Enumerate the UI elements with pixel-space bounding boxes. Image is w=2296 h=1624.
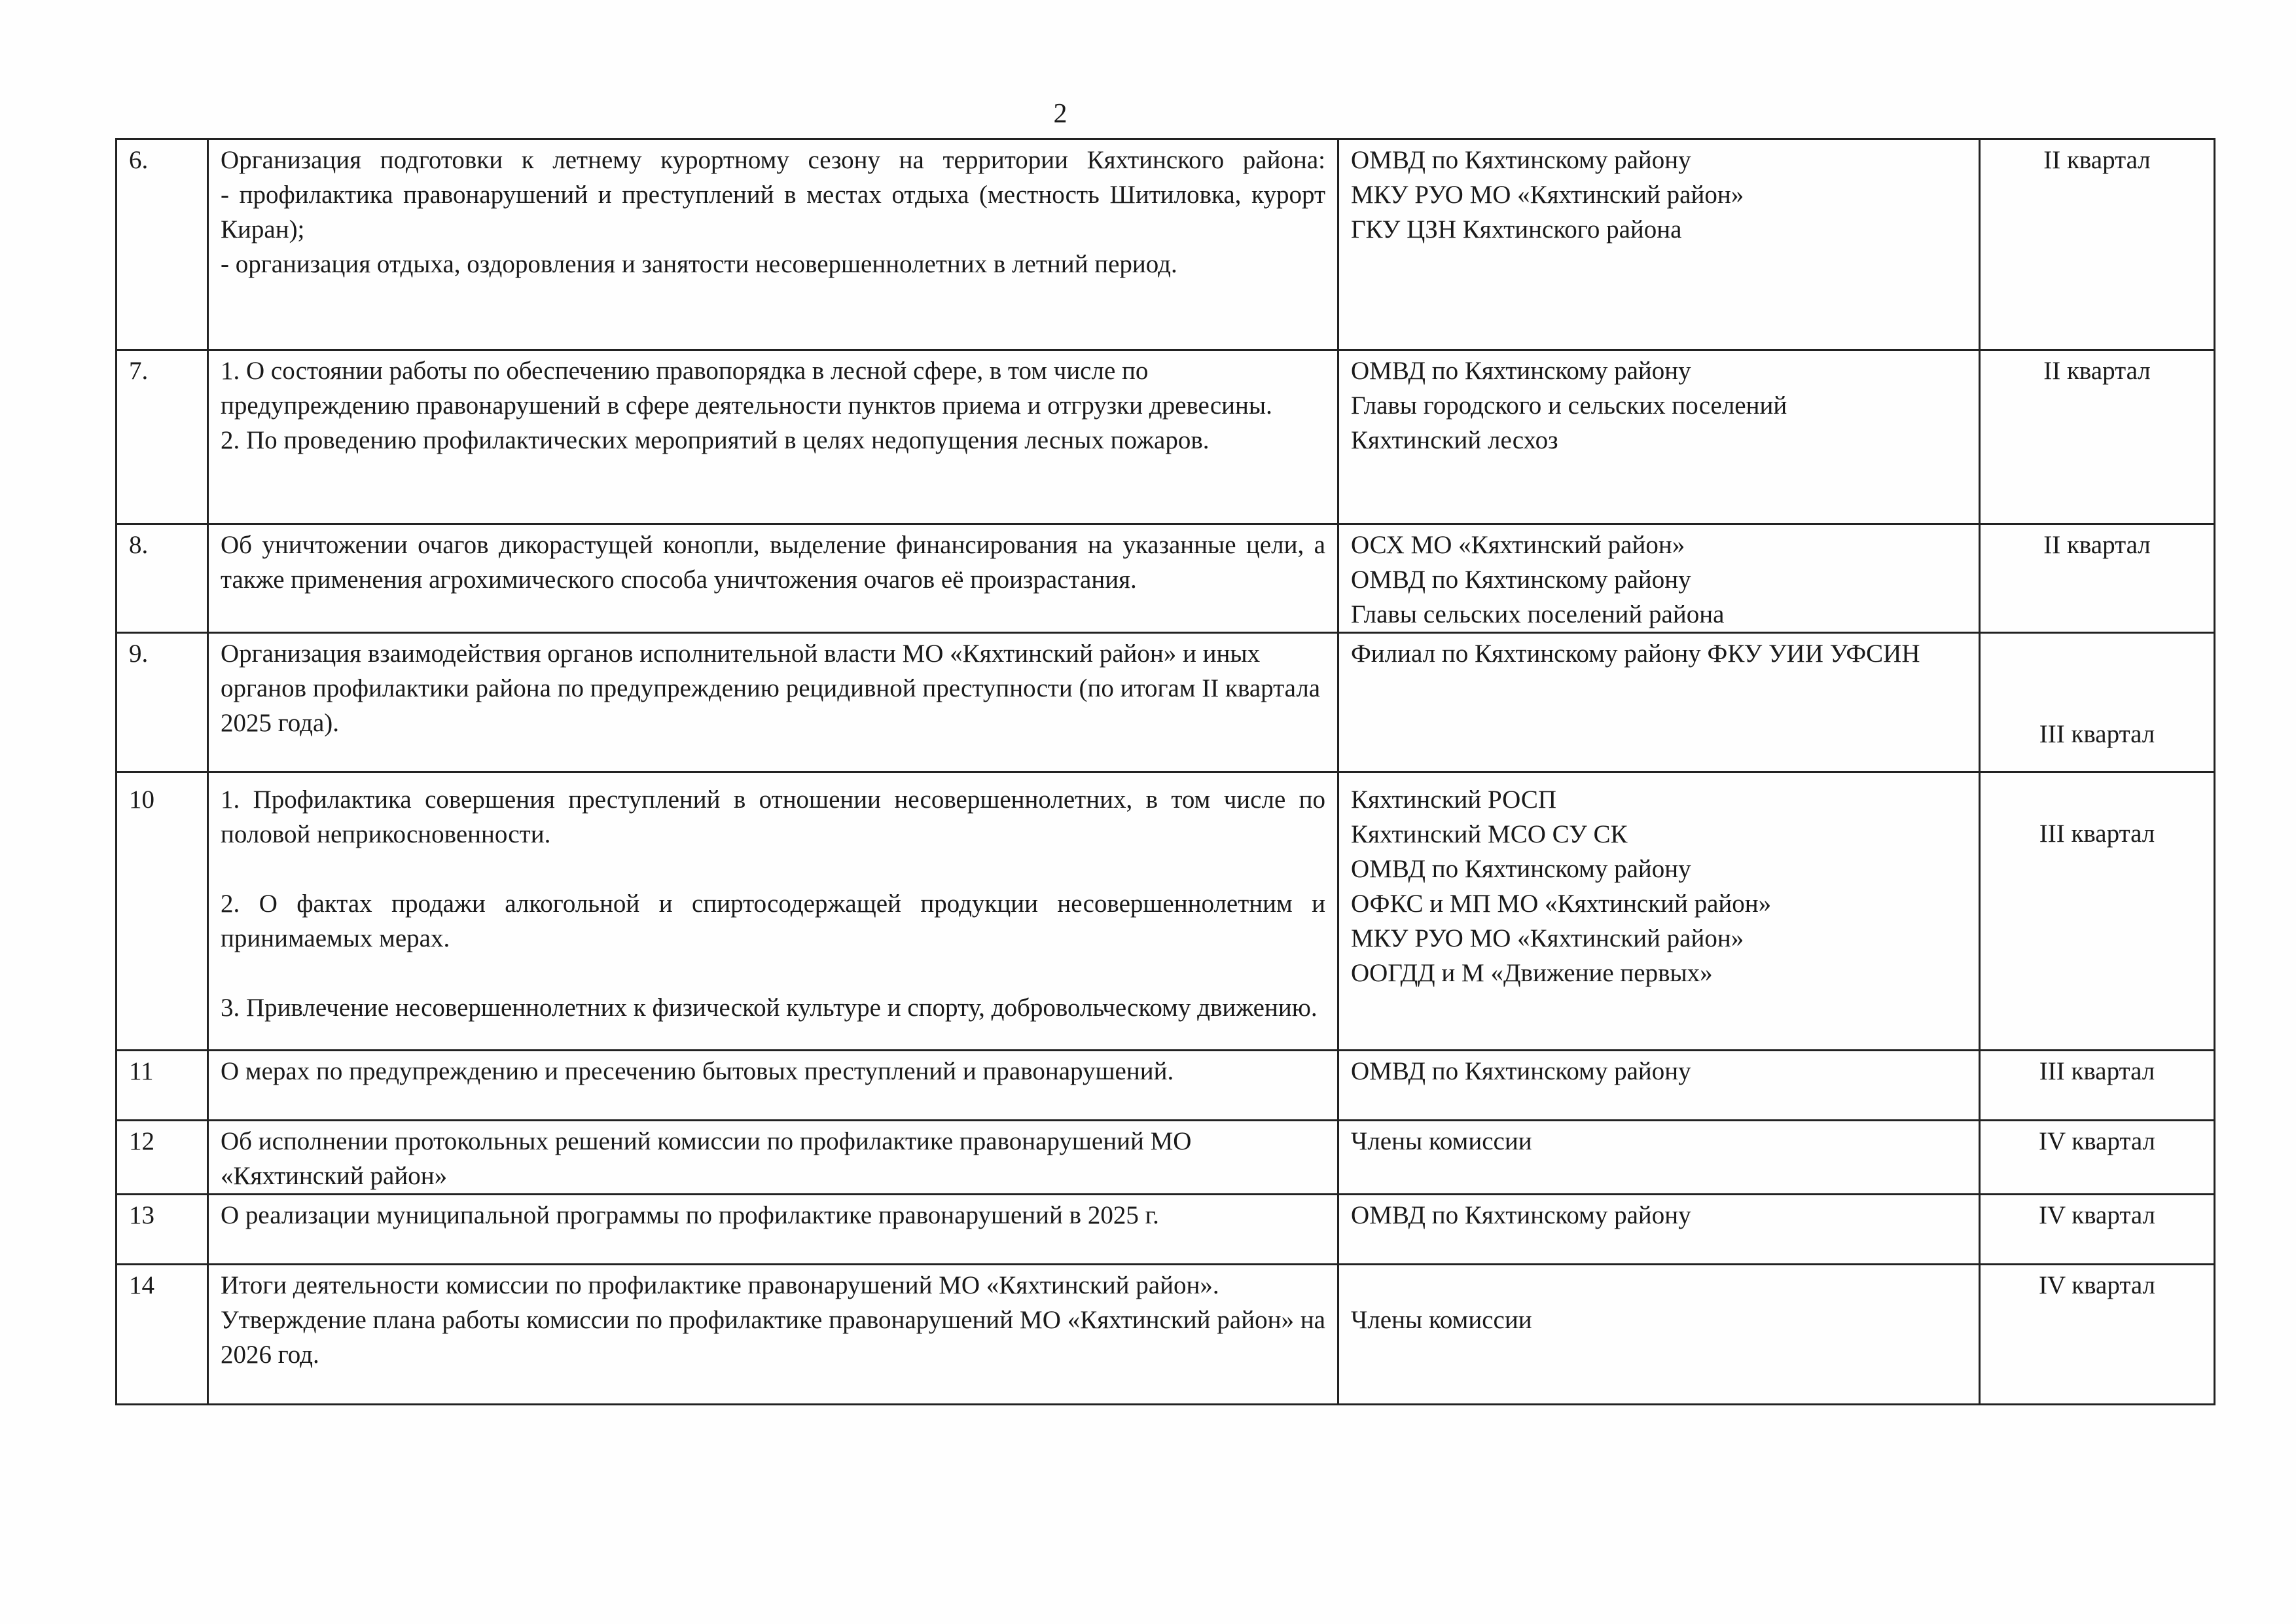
responsible-cell (1338, 139, 1980, 350)
event-text: - организация отдыха, оздоровления и занятости несовершеннолетних в летний период. (221, 250, 1177, 278)
responsible-text: ОМВД по Кяхтинскому району (1351, 1201, 1691, 1229)
event-spacer (221, 852, 1325, 886)
event-text: Утверждение плана работы комиссии по профилактике правонарушений МО «Кяхтинский район» на 2026 год. (221, 1306, 1325, 1369)
event-cell (208, 350, 1338, 524)
responsible-text: Кяхтинский МСО СУ СК (1351, 820, 1628, 848)
term-cell: IV квартал (1980, 1121, 2215, 1195)
page-number: 2 (1053, 99, 1067, 129)
event-spacer (221, 956, 1325, 990)
event-text: Итоги деятельности комиссии по профилактике правонарушений МО «Кяхтинский район». (221, 1271, 1219, 1299)
responsible-text: Члены комиссии (1351, 1127, 1532, 1155)
event-cell (208, 772, 1338, 1051)
table-row (117, 524, 2215, 633)
responsible-cell (1338, 633, 1980, 772)
term-cell: IV квартал (1980, 1265, 2215, 1405)
row-number: 9. (117, 633, 208, 772)
event-text: Об уничтожении очагов дикорастущей конопли, выделение финансирования на указанные цели, а также применения агрохимического способа уничтожения очагов её произрастания. (221, 531, 1325, 594)
row-number: 11 (117, 1051, 208, 1121)
table-row (117, 1051, 2215, 1121)
row-number: 13 (117, 1195, 208, 1265)
responsible-text: Члены комиссии (1351, 1306, 1532, 1334)
responsible-cell (1338, 1265, 1980, 1405)
responsible-text: ОМВД по Кяхтинскому району (1351, 1057, 1691, 1085)
term-cell: II квартал (1980, 139, 2215, 350)
table-row (117, 350, 2215, 524)
row-number: 7. (117, 350, 208, 524)
event-cell (208, 524, 1338, 633)
responsible-cell (1338, 524, 1980, 633)
responsible-text: Главы сельских поселений района (1351, 600, 1725, 628)
term-cell: II квартал (1980, 350, 2215, 524)
responsible-text: Кяхтинский РОСП (1351, 785, 1556, 814)
event-cell (208, 633, 1338, 772)
responsible-text: Главы городского и сельских поселений (1351, 391, 1787, 420)
table-row (117, 1121, 2215, 1195)
responsible-text: ОМВД по Кяхтинскому району (1351, 566, 1691, 594)
responsible-cell (1338, 350, 1980, 524)
row-number: 14 (117, 1265, 208, 1405)
responsible-text: ОСХ МО «Кяхтинский район» (1351, 531, 1685, 559)
responsible-text: МКУ РУО МО «Кяхтинский район» (1351, 924, 1744, 952)
event-text: 1. Профилактика совершения преступлений в отношении несовершеннолетних, в том числе по половой неприкосновенности. (221, 785, 1325, 848)
table-row (117, 139, 2215, 350)
event-cell (208, 1265, 1338, 1405)
responsible-text: МКУ РУО МО «Кяхтинский район» (1351, 181, 1744, 209)
table-row (117, 772, 2215, 1051)
responsible-text: Кяхтинский лесхоз (1351, 426, 1558, 454)
event-text: Организация подготовки к летнему курортному сезону на территории Кяхтинского района: (221, 146, 1325, 174)
event-text: Об исполнении протокольных решений комиссии по профилактике правонарушений МО «Кяхтинский район» (221, 1127, 1192, 1190)
term-cell: III квартал (1980, 633, 2215, 772)
row-number: 12 (117, 1121, 208, 1195)
responsible-cell (1338, 772, 1980, 1051)
table-row (117, 633, 2215, 772)
event-text: - профилактика правонарушений и преступлений в местах отдыха (местность Шитиловка, курорт Киран); (221, 181, 1325, 244)
row-number: 6. (117, 139, 208, 350)
event-text: 3. Привлечение несовершеннолетних к физической культуре и спорту, добровольческому движению. (221, 994, 1318, 1022)
responsible-text: ОФКС и МП МО «Кяхтинский район» (1351, 890, 1772, 918)
responsible-text: ОМВД по Кяхтинскому району (1351, 855, 1691, 883)
row-number: 10 (117, 772, 208, 1051)
responsible-cell (1338, 1051, 1980, 1121)
term-cell: II квартал (1980, 524, 2215, 633)
event-cell (208, 1195, 1338, 1265)
event-text: О реализации муниципальной программы по профилактике правонарушений в 2025 г. (221, 1201, 1159, 1229)
plan-table (115, 138, 2215, 1405)
term-cell: IV квартал (1980, 1195, 2215, 1265)
term-cell: III квартал (1980, 1051, 2215, 1121)
responsible-text: ОМВД по Кяхтинскому району (1351, 357, 1691, 385)
event-text: 2. По проведению профилактических мероприятий в целях недопущения лесных пожаров. (221, 426, 1210, 454)
responsible-text: ООГДД и М «Движение первых» (1351, 959, 1713, 987)
responsible-cell (1338, 1121, 1980, 1195)
responsible-text: Филиал по Кяхтинскому району ФКУ УИИ УФСИН (1351, 640, 1920, 668)
responsible-cell (1338, 1195, 1980, 1265)
responsible-text: ОМВД по Кяхтинскому району (1351, 146, 1691, 174)
term-cell: III квартал (1980, 772, 2215, 1051)
event-cell (208, 139, 1338, 350)
event-text: 2. О фактах продажи алкогольной и спиртосодержащей продукции несовершеннолетним и принимаемых мерах. (221, 890, 1325, 952)
event-text: Организация взаимодействия органов исполнительной власти МО «Кяхтинский район» и иных органов профилактики района по предупреждению рецидивной преступности (по итогам II квартала 2025 года). (221, 640, 1321, 737)
table-row (117, 1265, 2215, 1405)
event-cell (208, 1051, 1338, 1121)
row-number: 8. (117, 524, 208, 633)
event-text: 1. О состоянии работы по обеспечению правопорядка в лесной сфере, в том числе по предупреждению правонарушений в сфере деятельности пунктов приема и отгрузки древесины. (221, 357, 1272, 420)
table-row (117, 1195, 2215, 1265)
responsible-text: ГКУ ЦЗН Кяхтинского района (1351, 215, 1682, 244)
event-cell (208, 1121, 1338, 1195)
event-text: О мерах по предупреждению и пресечению бытовых преступлений и правонарушений. (221, 1057, 1174, 1085)
